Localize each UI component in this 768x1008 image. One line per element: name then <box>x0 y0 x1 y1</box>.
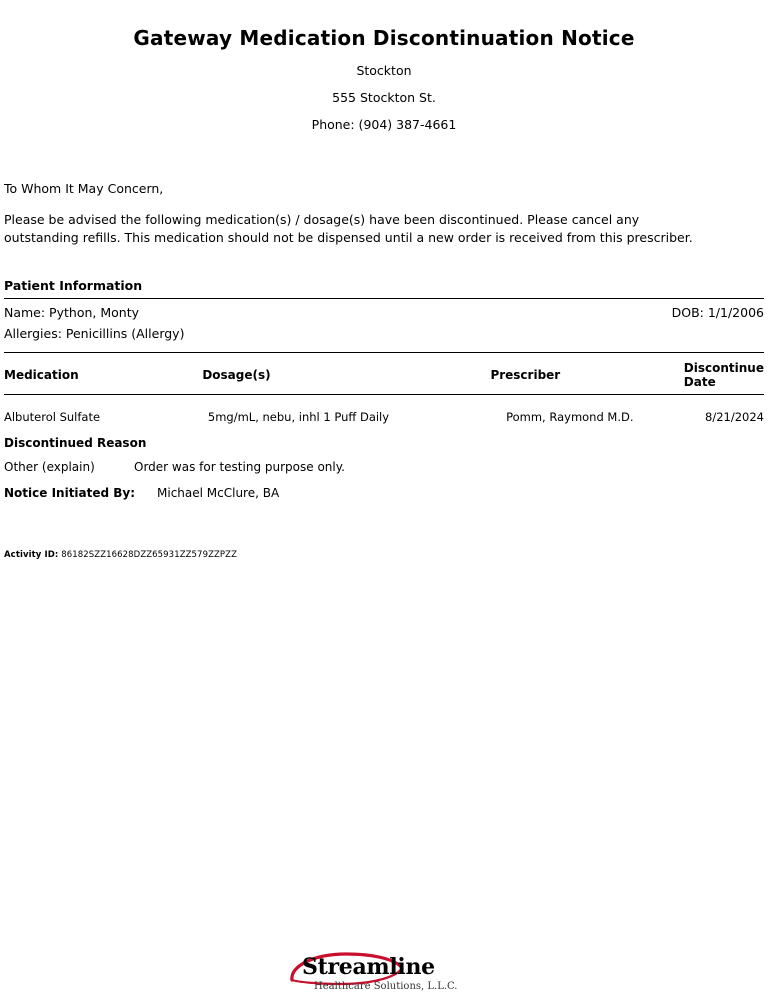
divider-patient-top <box>4 298 764 299</box>
page-title: Gateway Medication Discontinuation Notice <box>133 26 635 50</box>
streamline-logo <box>284 950 484 996</box>
column-header-prescriber: Prescriber <box>490 368 561 383</box>
clinic-address: 555 Stockton St. <box>332 90 436 105</box>
logo-subtitle: Healthcare Solutions, L.L.C. <box>314 981 458 992</box>
medication-table-body <box>4 403 764 430</box>
cell-prescriber: Pomm, Raymond M.D. <box>506 410 634 425</box>
activity-id-value: 86182SZZ16628DZZ65931ZZ579ZZPZZ <box>61 550 237 561</box>
patient-information-heading: Patient Information <box>4 278 143 294</box>
patient-allergies: Allergies: Penicillins (Allergy) <box>4 326 185 342</box>
footer <box>0 950 768 1000</box>
column-header-dosage: Dosage(s) <box>202 368 271 383</box>
medication-table <box>4 361 764 394</box>
table-header-row <box>4 361 764 394</box>
discontinued-reason-heading: Discontinued Reason <box>4 436 147 451</box>
clinic-name: Stockton <box>356 63 412 78</box>
discontinued-reason-label: Other (explain) <box>4 460 95 475</box>
salutation: To Whom It May Concern, <box>4 181 164 196</box>
patient-name: Name: Python, Monty <box>4 305 139 321</box>
logo-wordmark: Streamline <box>302 954 435 980</box>
activity-id-label: Activity ID: <box>4 550 59 561</box>
notice-initiated-value: Michael McClure, BA <box>157 486 280 501</box>
patient-name-row <box>4 305 764 320</box>
discontinued-reason-row <box>4 460 764 474</box>
table-row <box>4 403 764 430</box>
divider-patient-bottom <box>4 352 764 353</box>
cell-discontinue-date: 8/21/2024 <box>705 410 764 425</box>
cell-dosage: 5mg/mL, nebu, inhl 1 Puff Daily <box>207 410 390 425</box>
body-paragraph: Please be advised the following medication(s) / dosage(s) have been discontinued. Please cancel any outstanding refills. This medication should not be dispensed until a new order is received from this prescriber. <box>4 212 693 246</box>
column-header-medication: Medication <box>4 368 79 383</box>
medication-table-body-wrap <box>4 403 764 430</box>
medication-table-head <box>4 361 764 394</box>
patient-dob: DOB: 1/1/2006 <box>671 305 764 321</box>
divider-table-header <box>4 394 764 395</box>
cell-medication: Albuterol Sulfate <box>4 410 101 425</box>
notice-initiated-label: Notice Initiated By: <box>4 486 136 501</box>
discontinued-reason-text: Order was for testing purpose only. <box>134 460 345 475</box>
column-header-discontinue-date: Discontinue Date <box>683 361 764 390</box>
activity-id <box>4 550 764 560</box>
notice-initiated-row <box>4 486 764 500</box>
clinic-phone: Phone: (904) 387-4661 <box>311 117 457 132</box>
